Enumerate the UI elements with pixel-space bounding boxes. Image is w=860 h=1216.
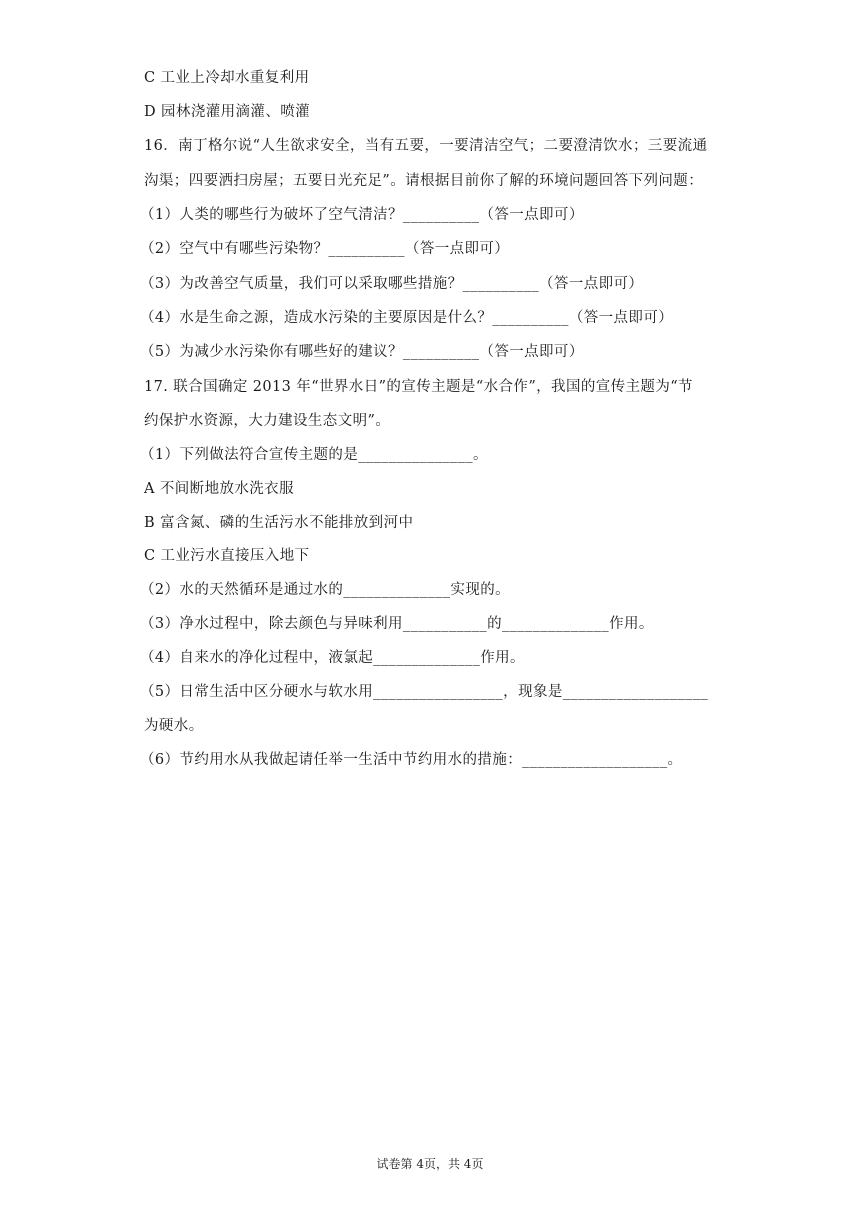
question-17-option-b: B 富含氮、磷的生活污水不能排放到河中 [144, 515, 414, 531]
question-17-part-1: （1）下列做法符合宣传主题的是_______________。 [140, 447, 488, 463]
question-16-part-5: （5）为减少水污染你有哪些好的建议？__________（答一点即可） [140, 344, 584, 360]
question-17-part-4: （4）自来水的净化过程中，液氯起______________作用。 [140, 650, 525, 666]
question-17-line-1: 17. 联合国确定 2013 年“世界水日”的宣传主题是“水合作”，我国的宣传主题为“节 [144, 379, 693, 395]
question-17-part-2: （2）水的天然循环是通过水的______________实现的。 [140, 582, 511, 598]
question-17-part-6: （6）节约用水从我做起请任举一生活中节约用水的措施：___________________。 [140, 752, 683, 768]
question-16-line-1: 16．南丁格尔说“人生欲求安全，当有五要，一要清洁空气；二要澄清饮水；三要流通 [144, 138, 708, 154]
question-16-line-2: 沟渠；四要洒扫房屋；五要日光充足”。请根据目前你了解的环境问题回答下列问题： [144, 173, 704, 189]
question-16-part-3: （3）为改善空气质量，我们可以采取哪些措施？__________（答一点即可） [140, 276, 644, 292]
option-d-line: D 园林浇灌用滴灌、喷灌 [144, 104, 311, 120]
page-footer: 试卷第 4页，共 4页 [376, 1157, 484, 1171]
question-17-part-3: （3）净水过程中，除去颜色与异味利用___________的______________作用。 [140, 616, 654, 632]
question-17-option-c: C 工业污水直接压入地下 [144, 548, 310, 564]
question-17-part-5: （5）日常生活中区分硬水与软水用_________________，现象是___________________ [140, 684, 709, 700]
question-17-part-5-cont: 为硬水。 [144, 718, 204, 734]
question-17-line-2: 约保护水资源，大力建设生态文明”。 [144, 413, 391, 429]
option-c-line: C 工业上冷却水重复利用 [144, 70, 310, 86]
question-16-part-4: （4）水是生命之源，造成水污染的主要原因是什么？__________（答一点即可） [140, 310, 674, 326]
question-16-part-1: （1）人类的哪些行为破坏了空气清洁？__________（答一点即可） [140, 207, 584, 223]
question-16-part-2: （2）空气中有哪些污染物？__________（答一点即可） [140, 241, 510, 257]
question-17-option-a: A 不间断地放水洗衣服 [144, 481, 294, 497]
